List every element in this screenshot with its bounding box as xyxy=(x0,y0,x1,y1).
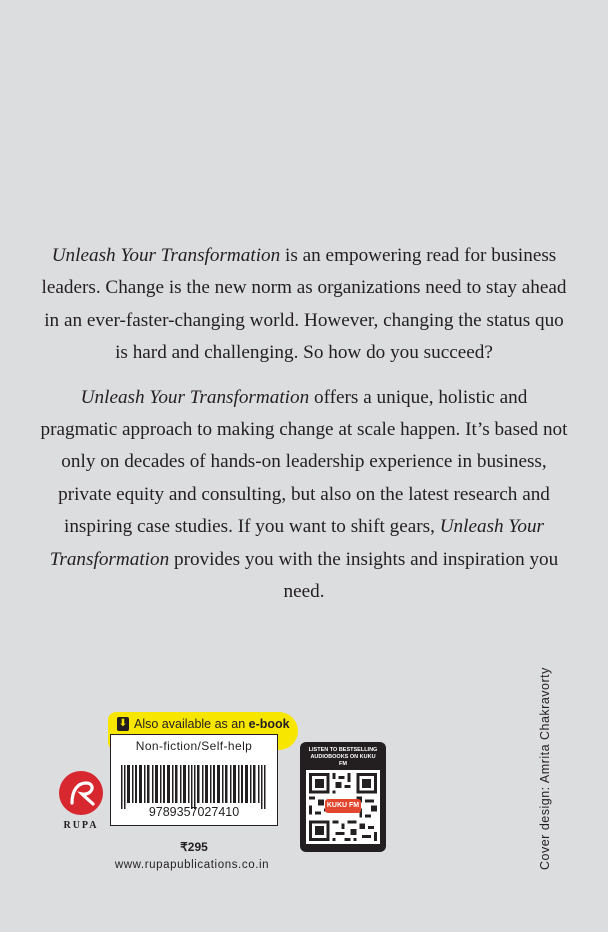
audiobook-heading: LISTEN TO BESTSELLING AUDIOBOOKS ON KUKU FM xyxy=(308,747,378,767)
ebook-text: Also available as an e-book xyxy=(134,717,290,731)
publisher-website[interactable]: www.rupapublications.co.in xyxy=(114,859,270,871)
barcode-box xyxy=(110,734,278,826)
book-title: Unleash Your Transformation xyxy=(51,245,281,266)
book-title: Unleash Your Transformation xyxy=(80,386,310,408)
cover-design-credit: Cover design: Amrita Chakravorty xyxy=(538,667,552,870)
book-title: Unleash Your Transformation xyxy=(49,516,544,570)
rupa-logo-icon xyxy=(58,770,104,816)
publisher-name: RUPA xyxy=(63,820,99,831)
blurb-paragraph-2 xyxy=(40,382,568,609)
kuku-fm-badge: KUKU FM xyxy=(325,799,361,813)
blurb-text xyxy=(40,240,568,620)
barcode-icon xyxy=(119,765,269,809)
audiobook-qr-card xyxy=(300,742,386,852)
blurb-paragraph-1 xyxy=(40,240,568,370)
price-label: ₹295 xyxy=(180,840,208,854)
genre-label: Non-fiction/Self-help xyxy=(135,739,253,753)
blurb-text-2: offers a unique, holistic and pragmatic approach to making change at scale happen. It’s based not only on decades of hands-on leadership experience in business, private equity and consulting, but also on the latest research and inspiring case studies. If you want to shift gears, xyxy=(40,386,568,538)
isbn-number: 9789357027410 xyxy=(148,805,240,819)
blurb-text-1: is an empowering read for business leaders. Change is the new norm as organizations need to stay ahead in an ever-faster-changing world. However, changing the status quo is hard and challenging. So how do you succeed? xyxy=(41,245,567,364)
blurb-text-3: provides you with the insights and inspiration you need. xyxy=(169,548,559,603)
download-icon: ⬇ xyxy=(118,718,128,729)
